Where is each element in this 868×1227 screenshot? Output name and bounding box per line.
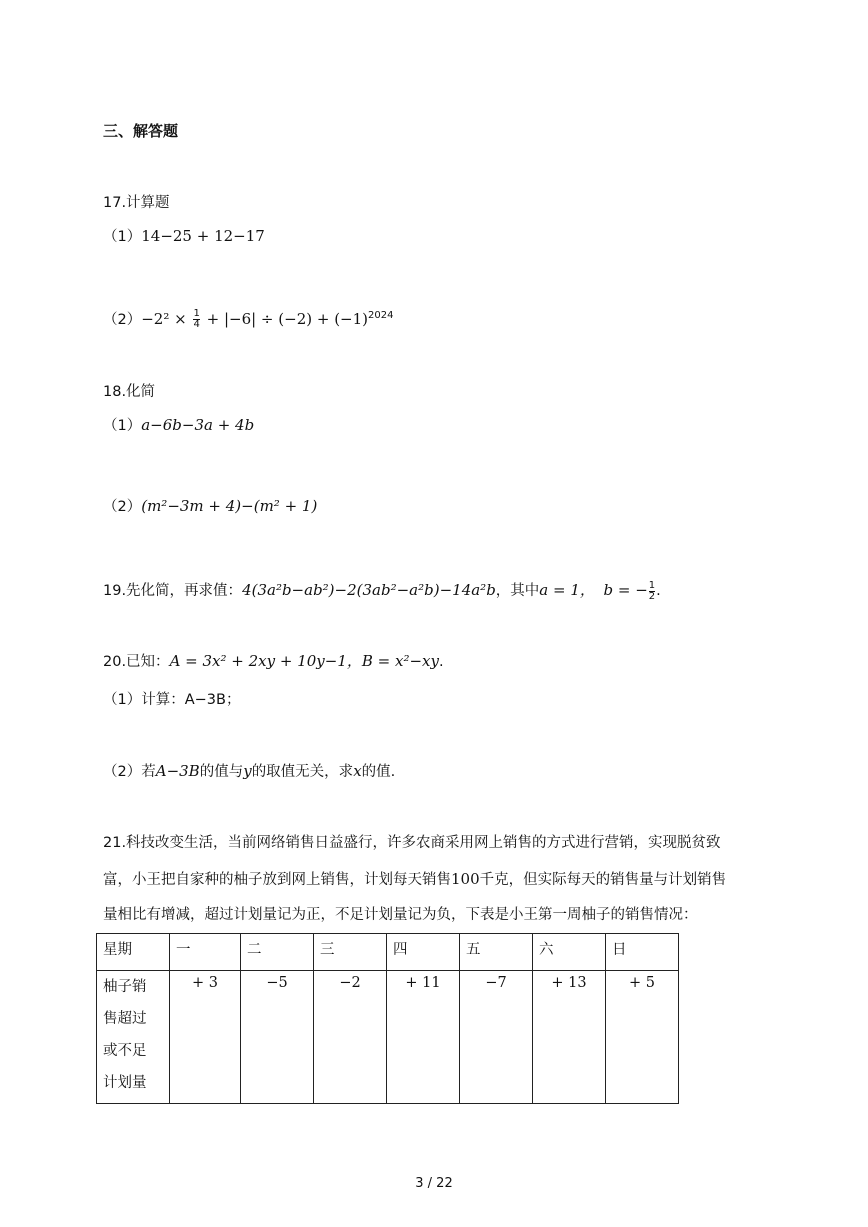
day-cell: 一 — [170, 934, 241, 971]
q18-title: 18.化简 — [103, 384, 156, 400]
day-cell: 六 — [533, 934, 606, 971]
q21-line1: 21.科技改变生活，当前网络销售日益盛行，许多农商采用网上销售的方式进行营销，实现脱贫致 — [103, 835, 721, 851]
value-cell: −5 — [241, 971, 314, 1104]
q21-line3: 量相比有增减，超过计划量记为正，不足计划量记为负，下表是小王第一周柚子的销售情况： — [103, 907, 698, 923]
q18-part1-label: （1） — [103, 418, 142, 434]
q19 — [103, 580, 661, 602]
q21-line2-b: 千克，但实际每天的销售量与计划销售 — [479, 872, 727, 888]
row-label-line: 柚子销 — [103, 979, 147, 995]
q19-b-num: 1 — [648, 579, 656, 591]
value-cell: + 13 — [533, 971, 606, 1104]
q18-part2 — [103, 496, 317, 517]
q20-expr: A = 3x² + 2xy + 10y−1，B = x²−xy — [169, 652, 439, 670]
q20-prefix: 20.已知： — [103, 654, 170, 670]
q17-part2-label: （2） — [103, 311, 142, 328]
q19-a-value: a = 1， — [539, 581, 595, 599]
value-cell: + 5 — [606, 971, 679, 1104]
q19-prefix: 19.先化简，再求值： — [103, 583, 243, 599]
value-cell: −2 — [314, 971, 387, 1104]
day-cell: 二 — [241, 934, 314, 971]
q19-where: ，其中 — [495, 583, 540, 599]
q17-part1-expr: 14−25 + 12−17 — [141, 227, 265, 245]
q20-given — [103, 651, 444, 672]
q20-part2-f: x — [353, 762, 362, 780]
value-cell: + 11 — [387, 971, 460, 1104]
row-label-cell — [97, 971, 170, 1104]
q17-part2 — [103, 306, 393, 330]
day-cell: 三 — [314, 934, 387, 971]
sales-table — [96, 933, 679, 1104]
q21-line2-num: 100 — [451, 870, 480, 888]
q17-part1-label: （1） — [103, 229, 142, 245]
q20-part2-g: 的值. — [361, 764, 396, 780]
q20-part2-d: y — [243, 762, 252, 780]
row-label-line: 或不足 — [103, 1043, 147, 1059]
q21-line2 — [103, 869, 726, 890]
q17-frac-den: 4 — [193, 319, 200, 331]
q17-frac-num: 1 — [193, 308, 200, 320]
q17-part2-expr-b: + |−6| ÷ (−2) + (−1) — [201, 309, 369, 328]
q20-part2-a: （2）若 — [103, 764, 156, 780]
day-cell: 四 — [387, 934, 460, 971]
q20-part2-b: A−3B — [155, 762, 200, 780]
q20-part2-c: 的值与 — [199, 764, 244, 780]
page-number: 3 / 22 — [415, 1176, 453, 1191]
value-cell: −7 — [460, 971, 533, 1104]
q19-b-fraction — [649, 581, 655, 602]
q19-b-value: b = − — [603, 581, 648, 599]
q18-part2-expr: (m²−3m + 4)−(m² + 1) — [141, 497, 318, 515]
q19-end: . — [656, 583, 661, 599]
q18-part2-label: （2） — [103, 499, 142, 515]
row-label-line: 计划量 — [103, 1075, 147, 1091]
q19-b-den: 2 — [648, 590, 656, 602]
q17-part2-fraction — [193, 309, 199, 330]
day-cell: 五 — [460, 934, 533, 971]
q21-line2-a: 富，小王把自家种的柚子放到网上销售，计划每天销售 — [103, 872, 451, 888]
q18-part1 — [103, 415, 254, 436]
table-header-row — [97, 934, 679, 971]
q17-part2-exp: 2024 — [368, 310, 394, 321]
q17-part2-expr-a: −2² × — [141, 309, 192, 328]
table-value-row — [97, 971, 679, 1104]
row-label-line: 售超过 — [103, 1011, 147, 1027]
q19-expr: 4(3a²b−ab²)−2(3ab²−a²b)−14a²b — [242, 581, 496, 599]
q17-part1 — [103, 226, 265, 247]
header-label-cell: 星期 — [97, 934, 170, 971]
value-cell: + 3 — [170, 971, 241, 1104]
q20-part1: （1）计算：A−3B； — [103, 692, 241, 708]
q20-end: . — [438, 654, 444, 670]
section-title: 三、解答题 — [103, 122, 179, 140]
day-cell: 日 — [606, 934, 679, 971]
q18-part1-expr: a−6b−3a + 4b — [141, 416, 255, 434]
q20-part2-e: 的取值无关，求 — [251, 764, 354, 780]
q20-part2 — [103, 761, 395, 782]
q17-title: 17.计算题 — [103, 195, 170, 211]
